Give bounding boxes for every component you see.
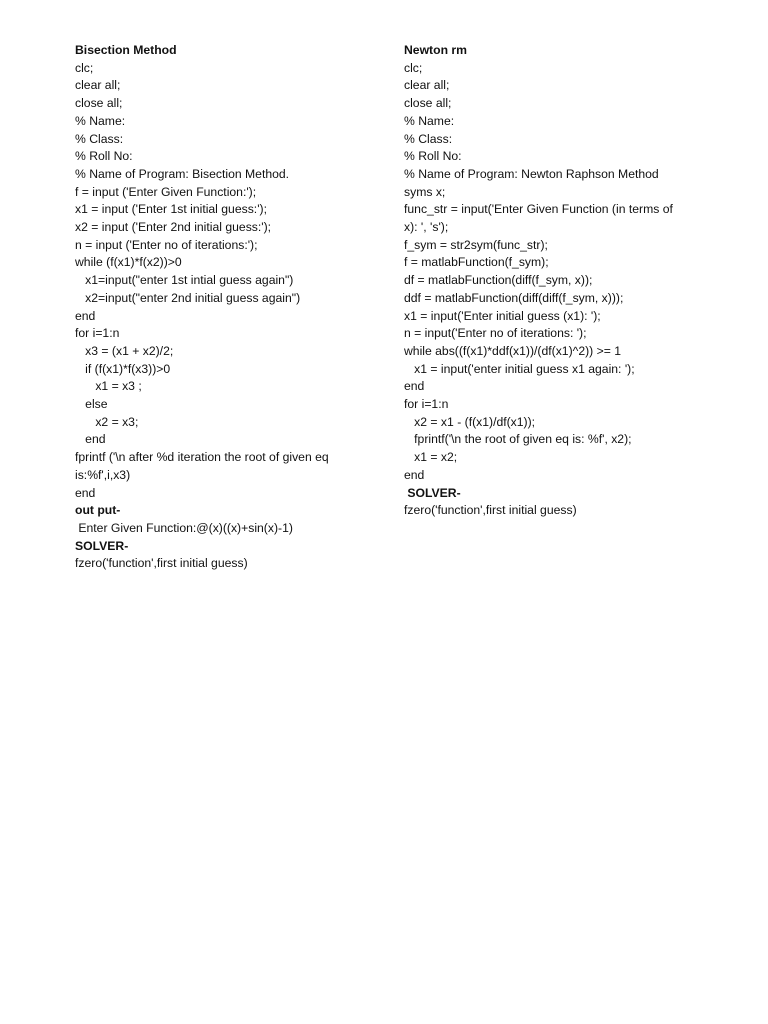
- newton-code-line: ddf = matlabFunction(diff(diff(f_sym, x)));: [404, 290, 624, 305]
- bisection-code-line: fzero('function',first initial guess): [75, 556, 248, 571]
- newton-raphson-column: [404, 42, 689, 520]
- bisection-code-line: x2 = x3;: [75, 414, 139, 429]
- bisection-code-line: end: [75, 485, 96, 500]
- newton-code-line: func_str = input('Enter Given Function (in terms of x): ', 's');: [404, 202, 677, 235]
- bisection-code-line: if (f(x1)*f(x3))>0: [75, 361, 171, 376]
- newton-code-line: x1 = input('enter initial guess x1 again: ');: [404, 361, 635, 376]
- bisection-code-line: % Name:: [75, 113, 126, 128]
- newton-code-line: % Roll No:: [404, 149, 462, 164]
- bisection-code-line: clear all;: [75, 78, 121, 93]
- bisection-code-line: close all;: [75, 96, 123, 111]
- newton-code-line: end: [404, 379, 425, 394]
- bisection-code-line: end: [75, 308, 96, 323]
- bisection-code-line: x3 = (x1 + x2)/2;: [75, 343, 174, 358]
- newton-code-line: x2 = x1 - (f(x1)/df(x1));: [404, 414, 536, 429]
- newton-code-line: % Name:: [404, 113, 455, 128]
- bisection-code-line: x2=input("enter 2nd initial guess again"): [75, 290, 301, 305]
- bisection-code-line: f = input ('Enter Given Function:');: [75, 184, 257, 199]
- bisection-code-line: n = input ('Enter no of iterations:');: [75, 237, 258, 252]
- bisection-code-line: while (f(x1)*f(x2))>0: [75, 255, 182, 270]
- bisection-code-line: % Name of Program: Bisection Method.: [75, 166, 290, 181]
- bisection-code-line: % Roll No:: [75, 149, 133, 164]
- bisection-heading-line: out put-: [75, 503, 121, 518]
- newton-code-line: clear all;: [404, 78, 450, 93]
- newton-code-line: fprintf('\n the root of given eq is: %f', x2);: [404, 432, 632, 447]
- newton-heading-line: SOLVER-: [404, 485, 461, 500]
- newton-code-line: % Name of Program: Newton Raphson Method: [404, 166, 659, 181]
- newton-code-line: close all;: [404, 96, 452, 111]
- newton-code-line: syms x;: [404, 184, 446, 199]
- bisection-code-line: x2 = input ('Enter 2nd initial guess:');: [75, 220, 272, 235]
- bisection-code-line: x1 = x3 ;: [75, 379, 142, 394]
- bisection-code-line: end: [75, 432, 106, 447]
- newton-code-line: x1 = input('Enter initial guess (x1): ');: [404, 308, 601, 323]
- bisection-code-line: for i=1:n: [75, 326, 120, 341]
- bisection-code-line: else: [75, 397, 108, 412]
- bisection-heading-line: SOLVER-: [75, 538, 129, 553]
- bisection-code-line: clc;: [75, 60, 94, 75]
- bisection-code-line: % Class:: [75, 131, 124, 146]
- newton-code-line: clc;: [404, 60, 423, 75]
- newton-code-line: x1 = x2;: [404, 450, 458, 465]
- bisection-code-line: fprintf ('\n after %d iteration the root of given eq is:%f',i,x3): [75, 450, 333, 482]
- newton-code-line: f_sym = str2sym(func_str);: [404, 237, 548, 252]
- newton-code-line: for i=1:n: [404, 397, 449, 412]
- newton-code-line: df = matlabFunction(diff(f_sym, x));: [404, 273, 593, 288]
- newton-code-line: n = input('Enter no of iterations: ');: [404, 326, 587, 341]
- bisection-code-line: x1=input("enter 1st intial guess again"): [75, 273, 294, 288]
- newton-heading-line: Newton rm: [404, 43, 467, 57]
- newton-code-line: % Class:: [404, 131, 453, 146]
- newton-code-line: while abs((f(x1)*ddf(x1))/(df(x1)^2)) >= 1: [404, 343, 622, 358]
- bisection-method-column: [75, 42, 343, 573]
- bisection-code-line: Enter Given Function:@(x)((x)+sin(x)-1): [75, 520, 293, 535]
- bisection-heading-line: Bisection Method: [75, 43, 177, 57]
- bisection-code-line: x1 = input ('Enter 1st initial guess:');: [75, 202, 267, 217]
- newton-code-line: end: [404, 467, 425, 482]
- newton-code-line: fzero('function',first initial guess): [404, 503, 577, 518]
- newton-code-line: f = matlabFunction(f_sym);: [404, 255, 549, 270]
